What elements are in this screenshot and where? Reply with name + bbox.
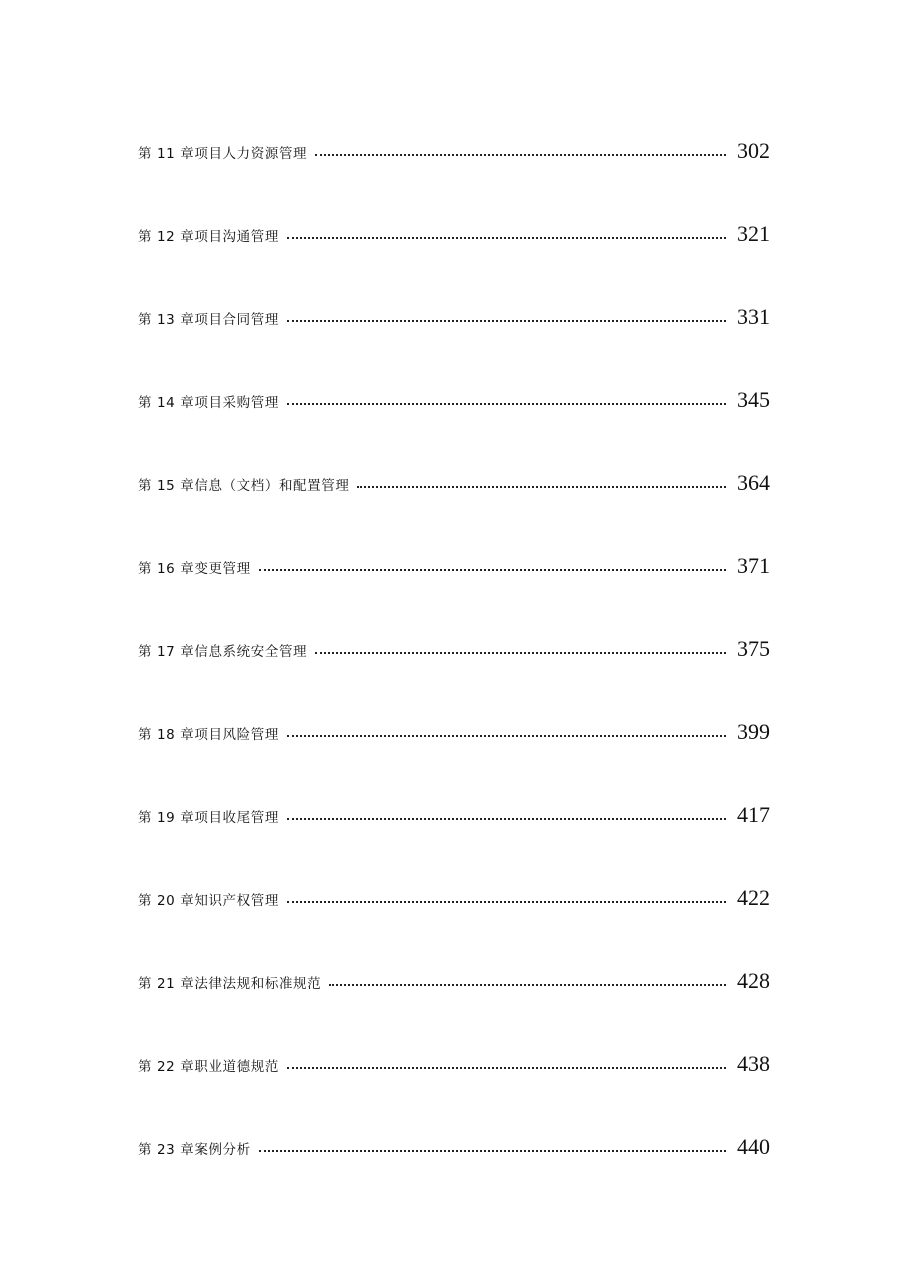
toc-entry-page-number: 302 xyxy=(737,138,770,163)
toc-entry-ch17[interactable] xyxy=(138,630,770,713)
toc-entry-ch15[interactable] xyxy=(138,464,770,547)
toc-entry-ch16[interactable] xyxy=(138,547,770,630)
dot-leader xyxy=(287,734,726,737)
dot-leader xyxy=(287,900,726,903)
toc-entry-line xyxy=(138,713,770,759)
dot-leader xyxy=(259,568,726,571)
toc-entry-title: 第 11 章项目人力资源管理 xyxy=(138,146,308,162)
toc-entry-title: 第 17 章信息系统安全管理 xyxy=(138,644,308,660)
toc-entry-title: 第 19 章项目收尾管理 xyxy=(138,810,279,826)
toc-entry-ch19[interactable] xyxy=(138,796,770,879)
dot-leader xyxy=(329,983,726,986)
toc-entry-page-number: 399 xyxy=(737,719,770,744)
dot-leader xyxy=(287,319,726,322)
toc-entry-line xyxy=(138,1128,770,1174)
dot-leader xyxy=(315,153,726,156)
toc-entry-line xyxy=(138,962,770,1008)
toc-entry-ch13[interactable] xyxy=(138,298,770,381)
toc-entry-line xyxy=(138,547,770,593)
toc-entry-title: 第 22 章职业道德规范 xyxy=(138,1059,279,1075)
toc-entry-title: 第 15 章信息（文档）和配置管理 xyxy=(138,478,350,494)
toc-entry-title: 第 18 章项目风险管理 xyxy=(138,727,279,743)
toc-entry-page-number: 422 xyxy=(737,885,770,910)
toc-entry-ch20[interactable] xyxy=(138,879,770,962)
toc-entry-ch23[interactable] xyxy=(138,1128,770,1211)
toc-entry-ch12[interactable] xyxy=(138,215,770,298)
toc-entry-line xyxy=(138,464,770,510)
toc-entry-page-number: 364 xyxy=(737,470,770,495)
toc-entry-line xyxy=(138,132,770,178)
toc-entry-title: 第 23 章案例分析 xyxy=(138,1142,251,1158)
toc-entry-title: 第 12 章项目沟通管理 xyxy=(138,229,279,245)
toc-entry-page-number: 440 xyxy=(737,1134,770,1159)
toc-entry-line xyxy=(138,796,770,842)
toc-entry-title: 第 13 章项目合同管理 xyxy=(138,312,279,328)
toc-entry-ch11[interactable] xyxy=(138,132,770,215)
dot-leader xyxy=(357,485,726,488)
toc-entry-title: 第 14 章项目采购管理 xyxy=(138,395,279,411)
toc-entry-ch21[interactable] xyxy=(138,962,770,1045)
dot-leader xyxy=(287,236,726,239)
toc-entry-page-number: 371 xyxy=(737,553,770,578)
toc-entry-line xyxy=(138,879,770,925)
toc-entry-page-number: 438 xyxy=(737,1051,770,1076)
table-of-contents xyxy=(138,132,770,1211)
dot-leader xyxy=(287,1066,726,1069)
dot-leader xyxy=(287,817,726,820)
toc-entry-ch22[interactable] xyxy=(138,1045,770,1128)
toc-entry-line xyxy=(138,298,770,344)
dot-leader xyxy=(259,1149,726,1152)
toc-entry-page-number: 331 xyxy=(737,304,770,329)
toc-entry-title: 第 20 章知识产权管理 xyxy=(138,893,279,909)
toc-entry-page-number: 321 xyxy=(737,221,770,246)
toc-entry-page-number: 375 xyxy=(737,636,770,661)
toc-entry-page-number: 428 xyxy=(737,968,770,993)
toc-entry-line xyxy=(138,1045,770,1091)
toc-entry-line xyxy=(138,630,770,676)
toc-entry-title: 第 16 章变更管理 xyxy=(138,561,251,577)
toc-entry-title: 第 21 章法律法规和标准规范 xyxy=(138,976,322,992)
dot-leader xyxy=(287,402,726,405)
toc-entry-line xyxy=(138,215,770,261)
toc-entry-page-number: 417 xyxy=(737,802,770,827)
dot-leader xyxy=(315,651,726,654)
toc-entry-ch18[interactable] xyxy=(138,713,770,796)
toc-entry-ch14[interactable] xyxy=(138,381,770,464)
toc-entry-line xyxy=(138,381,770,427)
toc-entry-page-number: 345 xyxy=(737,387,770,412)
